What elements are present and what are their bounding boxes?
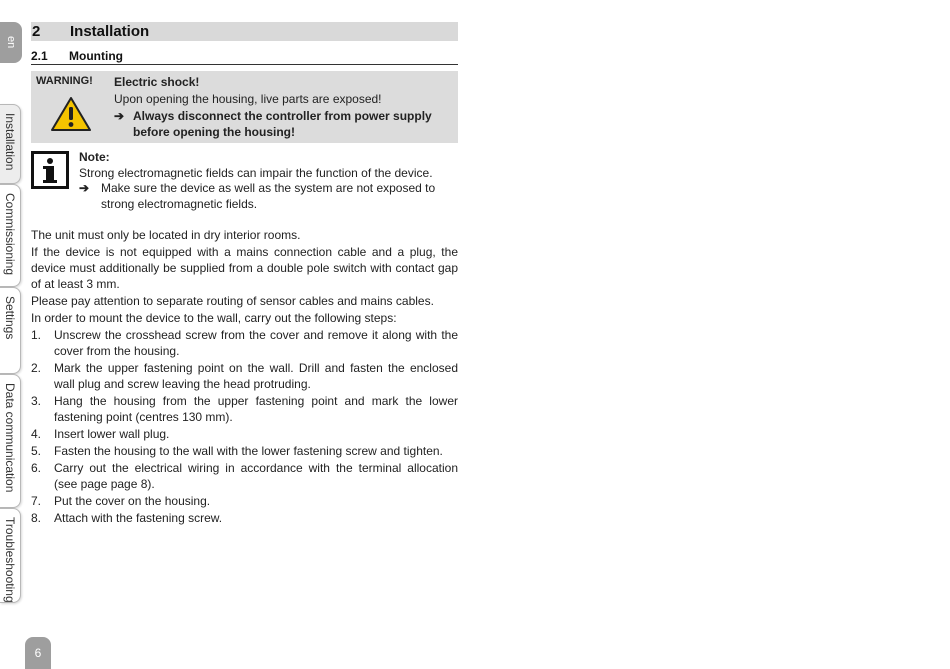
side-tab-commissioning[interactable] bbox=[0, 184, 21, 287]
arrow-right-icon: ➔ bbox=[114, 109, 125, 123]
list-item bbox=[31, 510, 458, 526]
step-number: 7. bbox=[31, 494, 42, 508]
side-tab-label: Troubleshooting bbox=[3, 517, 17, 603]
page-number bbox=[25, 637, 51, 669]
list-item bbox=[31, 360, 458, 392]
warning-text: Upon opening the housing, live parts are exposed! bbox=[114, 92, 382, 106]
step-text: Attach with the fastening screw. bbox=[54, 511, 223, 525]
warning-action-text: Always disconnect the controller from power supply before opening the housing! bbox=[133, 109, 432, 139]
step-number: 6. bbox=[31, 461, 42, 475]
note-action bbox=[79, 181, 458, 212]
step-text: Fasten the housing to the wall with the lower fastening screw and tighten. bbox=[54, 444, 443, 458]
step-number: 3. bbox=[31, 394, 42, 408]
step-text: Put the cover on the housing. bbox=[54, 494, 211, 508]
subsection-title: Mounting bbox=[69, 48, 123, 63]
step-text: Mark the upper fastening point on the wall. Drill and fasten the enclosed wall plug and screw leaving the head protruding. bbox=[54, 361, 458, 391]
section-heading bbox=[31, 22, 458, 41]
paragraph: In order to mount the device to the wall, carry out the following steps: bbox=[31, 311, 397, 325]
warning-action bbox=[114, 108, 454, 140]
section-number: 2 bbox=[32, 23, 41, 40]
step-number: 8. bbox=[31, 511, 42, 525]
step-number: 5. bbox=[31, 444, 42, 458]
warning-triangle-icon bbox=[50, 96, 92, 137]
step-number: 2. bbox=[31, 361, 42, 375]
warning-title: Electric shock! bbox=[114, 75, 200, 89]
warning-body bbox=[114, 74, 454, 140]
paragraph: Please pay attention to separate routing of sensor cables and mains cables. bbox=[31, 294, 434, 308]
side-tab-settings[interactable] bbox=[0, 287, 21, 374]
list-item bbox=[31, 393, 458, 425]
section-title: Installation bbox=[70, 23, 150, 40]
side-tab-data-communication[interactable] bbox=[0, 374, 21, 508]
side-tab-troubleshooting[interactable] bbox=[0, 508, 21, 603]
paragraph: The unit must only be located in dry interior rooms. bbox=[31, 228, 301, 242]
note-body bbox=[79, 150, 458, 212]
arrow-right-icon: ➔ bbox=[79, 181, 90, 195]
step-number: 1. bbox=[31, 328, 42, 342]
note-box bbox=[31, 150, 458, 214]
page-number-label: 6 bbox=[34, 646, 42, 660]
side-tab-label: Installation bbox=[3, 113, 17, 171]
list-item bbox=[31, 327, 458, 359]
step-text: Insert lower wall plug. bbox=[54, 427, 170, 441]
warning-box bbox=[31, 71, 458, 143]
side-tab-label: Settings bbox=[3, 296, 17, 340]
page-content bbox=[31, 22, 458, 527]
steps-list bbox=[31, 327, 458, 526]
language-tab-label: en bbox=[5, 36, 17, 49]
side-tab-label: Commissioning bbox=[3, 193, 17, 276]
step-text: Carry out the electrical wiring in accordance with the terminal allocation (see page page 8). bbox=[54, 461, 458, 491]
list-item bbox=[31, 426, 458, 442]
list-item bbox=[31, 443, 458, 459]
paragraph: If the device is not equipped with a mains connection cable and a plug, the device must additionally be supplied from a double pole switch with contact gap of at least 3 mm. bbox=[31, 245, 458, 291]
warning-label: WARNING! bbox=[36, 75, 93, 87]
side-tab-label: Data communication bbox=[3, 383, 17, 493]
side-tab-installation[interactable] bbox=[0, 104, 21, 184]
info-icon bbox=[31, 151, 69, 194]
step-text: Unscrew the crosshead screw from the cover and remove it along with the cover from the housing. bbox=[54, 328, 458, 358]
note-action-text: Make sure the device as well as the system are not exposed to strong electromagnetic fields. bbox=[101, 181, 436, 211]
step-number: 4. bbox=[31, 427, 42, 441]
step-text: Hang the housing from the upper fastening point and mark the lower fastening point (centres 130 mm). bbox=[54, 394, 458, 424]
language-tab[interactable] bbox=[0, 22, 22, 63]
list-item bbox=[31, 460, 458, 492]
note-text: Strong electromagnetic fields can impair the function of the device. bbox=[79, 165, 433, 180]
subsection-heading bbox=[31, 47, 458, 65]
list-item bbox=[31, 493, 458, 509]
note-title: Note: bbox=[79, 150, 110, 164]
subsection-number: 2.1 bbox=[31, 48, 48, 63]
